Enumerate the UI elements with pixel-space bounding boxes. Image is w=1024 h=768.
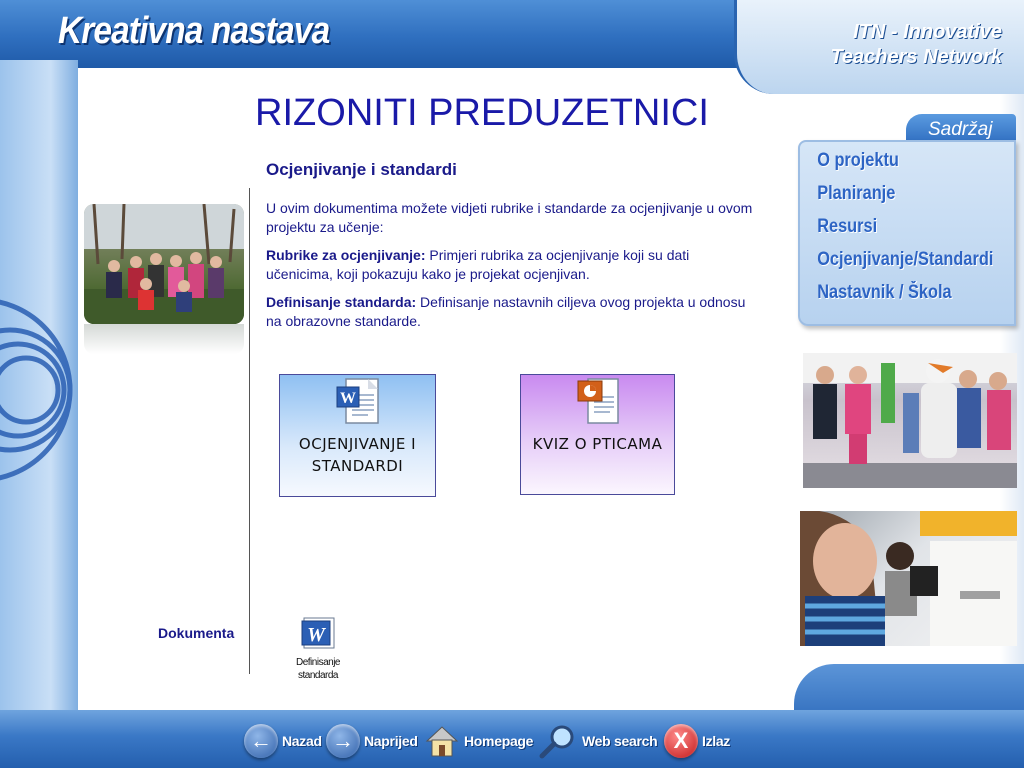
nav-homepage-button[interactable] — [424, 722, 533, 760]
nav-naprijed-label: Naprijed — [364, 733, 418, 749]
rubrike-text: Primjeri rubrika za ocjenjivanje koji su dati učenicima, koji pokazuju kako je projekat ocjenjivan. — [266, 247, 690, 282]
itn-line-1: ITN - Innovative — [853, 21, 1002, 43]
home-icon — [424, 723, 460, 759]
page-title: RIZONITI PREDUZETNICI — [255, 92, 709, 134]
menu-item-o-projektu[interactable]: O projektu — [817, 150, 899, 171]
section-heading: Ocjenjivanje i standardi — [266, 160, 457, 179]
arrow-right-icon: → — [326, 724, 360, 758]
card-b-label: KVIZ O PTICAMA — [532, 435, 663, 453]
card-a-line-2: STANDARDI — [311, 457, 404, 475]
science-lab-photo — [800, 511, 1017, 646]
menu-item-ocjenjivanje-standardi[interactable]: Ocjenjivanje/Standardi — [817, 249, 994, 270]
photo-reflection — [84, 324, 244, 354]
kids-costume-photo-image — [803, 353, 1017, 488]
main-content — [266, 160, 760, 340]
rubrike-paragraph — [266, 246, 760, 284]
card-a-line-1: OCJENJIVANJE I — [298, 435, 417, 453]
svg-text:W: W — [307, 624, 325, 646]
nav-izlaz-button[interactable] — [664, 722, 730, 760]
ocjenjivanje-standardi-document[interactable] — [279, 374, 436, 497]
nav-web-search-label: Web search — [582, 733, 658, 749]
menu-item-nastavnik-skola[interactable]: Nastavnik / Škola — [817, 282, 952, 303]
file-label-line-2: standarda — [298, 670, 338, 681]
intro-text: U ovim dokumentima možete vidjeti rubrike i standarde za ocjenjivanje u ovom projektu za učenje: — [266, 200, 753, 235]
menu-item-resursi[interactable]: Resursi — [817, 216, 878, 237]
nav-naprijed-button[interactable] — [326, 722, 418, 760]
file-label-line-1: Definisanje — [296, 657, 340, 668]
group-photo — [84, 204, 244, 324]
definisanje-standarda-file-label[interactable] — [282, 656, 354, 682]
standardi-paragraph — [266, 293, 760, 331]
group-photo-image — [84, 204, 244, 324]
card-a-label — [280, 433, 435, 477]
nav-izlaz-label: Izlaz — [702, 733, 731, 749]
kviz-o-pticama-document[interactable] — [520, 374, 675, 495]
nav-web-search-button[interactable] — [538, 722, 657, 760]
itn-logo — [742, 20, 1002, 70]
left-decorative-bar — [0, 60, 78, 720]
rings-decoration-icon — [0, 60, 78, 720]
close-icon: X — [664, 724, 698, 758]
brand-logo: Kreativna nastava — [58, 10, 330, 52]
powerpoint-doc-icon — [576, 377, 620, 427]
definisanje-standarda-file-icon[interactable] — [300, 617, 336, 649]
content-menu — [798, 140, 1016, 326]
nav-homepage-label: Homepage — [464, 733, 534, 749]
content-divider — [249, 188, 250, 674]
svg-text:W: W — [339, 390, 356, 407]
nav-nazad-label: Nazad — [282, 733, 322, 749]
menu-tab-sadrzaj: Sadržaj — [906, 114, 1016, 144]
standardi-label: Definisanje standarda: — [266, 294, 417, 310]
kids-costume-photo — [803, 353, 1017, 488]
science-lab-photo-image — [800, 511, 1017, 646]
nav-nazad-button[interactable] — [244, 722, 322, 760]
magnifier-icon — [538, 723, 578, 759]
arrow-left-icon: ← — [244, 724, 278, 758]
word-doc-icon — [336, 377, 380, 427]
menu-item-planiranje[interactable]: Planiranje — [817, 183, 896, 204]
dokumenta-label: Dokumenta — [158, 625, 235, 641]
itn-line-2: Teachers Network — [830, 46, 1002, 68]
rubrike-label: Rubrike za ocjenjivanje: — [266, 247, 426, 263]
standardi-text: Definisanje nastavnih ciljeva ovog projekta u odnosu na obrazovne standarde. — [266, 294, 746, 329]
